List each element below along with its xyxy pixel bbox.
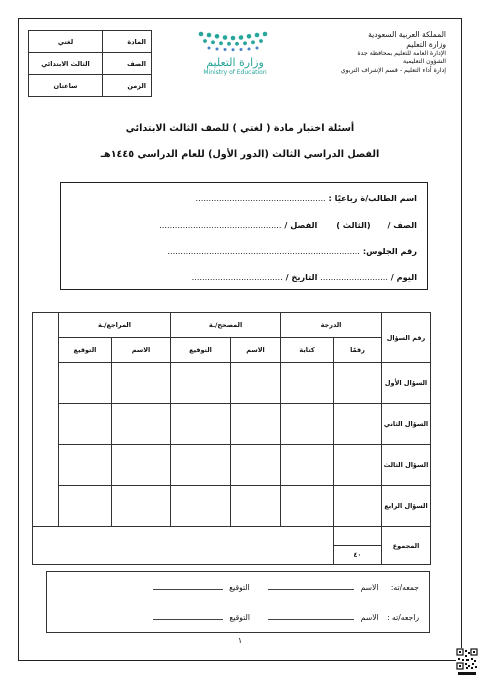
grade-cell[interactable]	[59, 486, 112, 527]
class-label: الفصل /	[284, 220, 318, 230]
subject-info-table	[28, 30, 152, 97]
question-row	[33, 445, 431, 486]
collected-by-label: جمعه/ته:	[390, 583, 419, 592]
grade-cell[interactable]	[112, 363, 171, 404]
info-row-time	[29, 75, 152, 97]
info-value: الثالث الابتدائي	[29, 53, 103, 75]
org-line-ministry: وزارة التعليم	[406, 40, 446, 49]
collected-name-label: الاسم	[360, 583, 379, 592]
grade-cell[interactable]	[59, 445, 112, 486]
words-header: كتابة	[281, 338, 334, 363]
grade-cell[interactable]	[334, 486, 382, 527]
reviewed-name-label: الاسم	[360, 613, 379, 622]
reviewed-name-line[interactable]	[268, 612, 354, 620]
info-value: ساعتان	[29, 75, 103, 97]
total-row	[33, 527, 431, 546]
qr-code-icon	[456, 648, 478, 676]
grade-cell[interactable]	[281, 445, 334, 486]
grade-cell[interactable]	[281, 404, 334, 445]
question-label: السؤال الأول	[382, 363, 431, 404]
collected-signature-line[interactable]	[153, 582, 223, 590]
reviewer-signature-row	[57, 612, 419, 622]
day-date-row	[71, 272, 417, 282]
collected-name-line[interactable]	[268, 582, 354, 590]
grades-table	[32, 312, 431, 565]
info-value: لغتي	[29, 31, 103, 53]
exam-subtitle: الفصل الدراسي الثالث (الدور الأول) للعام الدراسي ١٤٤٥هـ	[100, 149, 380, 160]
student-info-box	[60, 182, 428, 290]
organization-header	[306, 30, 446, 75]
org-line-affairs: الشؤون التعليمية	[403, 58, 446, 66]
reviewer-header: المراجع/ـة	[59, 313, 171, 338]
exam-title: أسئلة اختبار مادة ( لغتي ) للصف الثالث الابتدائي	[125, 123, 355, 134]
grade-cell[interactable]	[59, 363, 112, 404]
grade-cell[interactable]	[334, 363, 382, 404]
student-class-row	[71, 220, 417, 230]
reviewed-signature-line[interactable]	[153, 612, 223, 620]
seat-number-row	[71, 246, 417, 256]
reviewed-signature-label: التوقيع	[229, 613, 250, 622]
question-label: السؤال الثاني	[382, 404, 431, 445]
grades-subheader-row	[33, 338, 431, 363]
date-label: التاريخ /	[285, 272, 318, 282]
blank-cell	[33, 313, 59, 527]
ministry-logo	[182, 26, 288, 76]
grade-cell[interactable]	[112, 486, 171, 527]
student-name-row	[71, 193, 417, 203]
question-number-header: رقم السؤال	[382, 313, 431, 363]
class-field[interactable]: ...............................................	[159, 220, 282, 230]
student-name-field[interactable]: ..................................................	[195, 193, 326, 203]
grade-cell[interactable]	[231, 486, 281, 527]
corrector-name-header: الاسم	[231, 338, 281, 363]
grade-cell[interactable]	[171, 445, 231, 486]
info-label: الزمن	[103, 75, 152, 97]
question-row	[33, 363, 431, 404]
question-row	[33, 486, 431, 527]
grades-header-row	[33, 313, 431, 338]
collected-signature-label: التوقيع	[229, 583, 250, 592]
grade-cell[interactable]	[281, 486, 334, 527]
grade-cell[interactable]	[112, 404, 171, 445]
corrector-header: المصحح/ـة	[171, 313, 281, 338]
degree-header: الدرجة	[281, 313, 382, 338]
question-label: السؤال الثالث	[382, 445, 431, 486]
total-label: المجموع	[382, 527, 431, 565]
corrector-signature-header: التوقيع	[171, 338, 231, 363]
student-name-label: اسم الطالب/ة رباعيًا :	[328, 193, 417, 203]
day-label: اليوم /	[390, 272, 417, 282]
corrector-signature-row	[57, 582, 419, 592]
question-label: السؤال الرابع	[382, 486, 431, 527]
date-field[interactable]: ...................................	[191, 272, 283, 282]
day-field[interactable]: ..........................	[320, 272, 388, 282]
org-line-directorate: الإدارة العامة للتعليم بمحافظة جدة	[357, 50, 446, 57]
grade-value: (الثالث )	[336, 220, 371, 230]
info-label: الصف	[103, 53, 152, 75]
reviewer-signature-header: التوقيع	[59, 338, 112, 363]
reviewed-by-label: راجعه/ته :	[387, 613, 419, 622]
grade-cell[interactable]	[59, 404, 112, 445]
logo-english-text: Ministry of Education	[203, 69, 267, 76]
reviewer-name-header: الاسم	[112, 338, 171, 363]
grade-cell[interactable]	[334, 445, 382, 486]
grade-cell[interactable]	[231, 404, 281, 445]
digits-header: رقمًا	[334, 338, 382, 363]
info-row-grade	[29, 53, 152, 75]
grade-cell[interactable]	[171, 404, 231, 445]
info-label: المادة	[103, 31, 152, 53]
total-input-cell[interactable]	[334, 527, 382, 546]
logo-arabic-text: وزارة التعليم	[206, 56, 264, 69]
grade-label: الصف /	[387, 220, 417, 230]
org-line-country: المملكة العربية السعودية	[368, 30, 446, 39]
org-line-department: إدارة أداء التعليم - قسم الإشراف التربوي	[340, 66, 446, 74]
seat-number-label: رقم الجلوس:	[362, 246, 417, 256]
seat-number-field[interactable]: ..........................................................................	[167, 246, 360, 256]
grade-cell[interactable]	[112, 445, 171, 486]
signatures-box	[46, 571, 430, 633]
grade-cell[interactable]	[171, 486, 231, 527]
total-blank-area	[33, 527, 334, 565]
grade-cell[interactable]	[231, 363, 281, 404]
info-row-subject	[29, 31, 152, 53]
page-number: ١	[237, 636, 243, 645]
grade-cell[interactable]	[334, 404, 382, 445]
grade-cell[interactable]	[281, 363, 334, 404]
grade-cell[interactable]	[171, 363, 231, 404]
grade-cell[interactable]	[231, 445, 281, 486]
total-max-value: ٤٠	[334, 546, 382, 565]
question-row	[33, 404, 431, 445]
